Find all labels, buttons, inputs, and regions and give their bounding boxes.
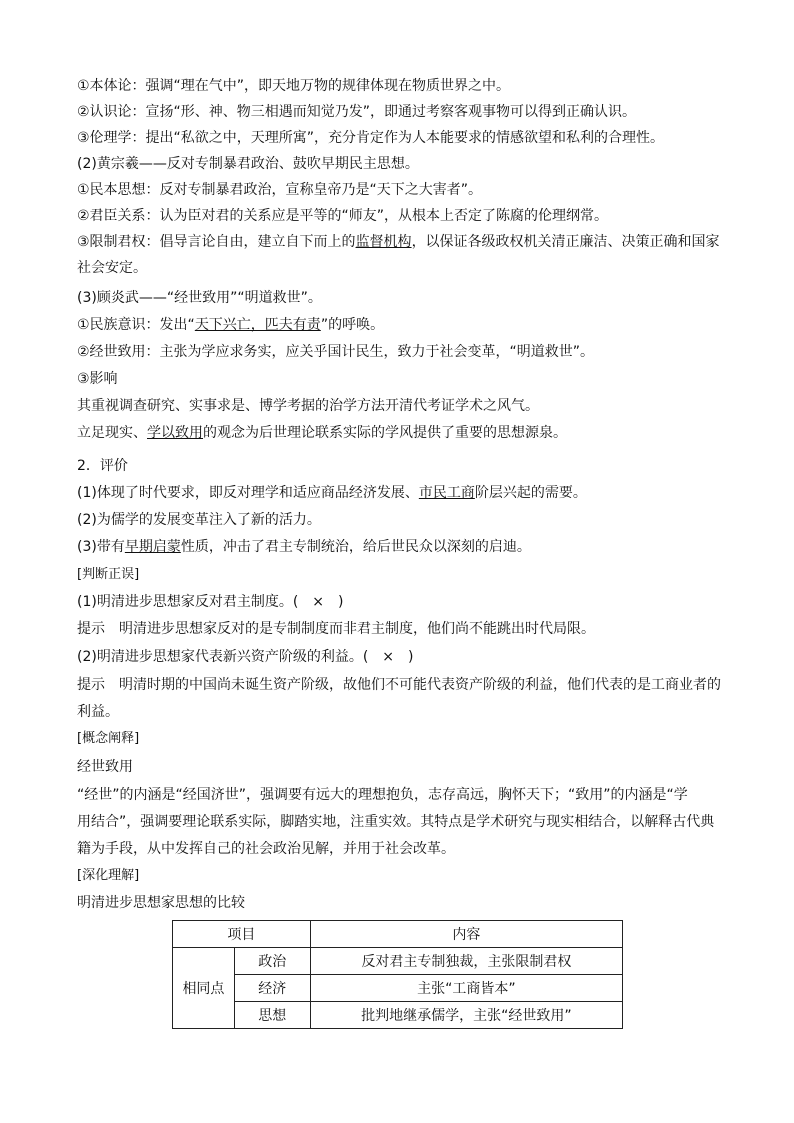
table-cell-aspect: 政治 [234,948,310,975]
table-caption: 明清进步思想家思想的比较 [77,895,245,911]
paragraph-ontology: ①本体论：强调“理在气中”，即天地万物的规律体现在物质世界之中。 [77,78,511,94]
underlined-term: 学以致用 [147,425,203,441]
paragraph-influence-2: 立足现实、学以致用的观念为后世理论联系实际的学风提供了重要的思想源泉。 [77,425,567,441]
concept-paragraph-1: “经世”的内涵是“经国济世”，强调要有远大的理想抱负，志存高远，胸怀天下；“致用”的内涵是“学 [77,787,688,803]
paragraph-eval-3: (3)带有早期启蒙性质，冲击了君主专制统治，给后世民众以深刻的启迪。 [77,539,531,555]
section-deepen: [深化理解] [77,868,140,883]
heading-gu-yanwu: (3)顾炎武——“经世致用”“明道救世”。 [77,290,322,306]
table-cell-content: 批判地继承儒学，主张“经世致用” [310,1002,622,1029]
paragraph-junchen: ②君臣关系：认为臣对君的关系应是平等的“师友”，从根本上否定了陈腐的伦理纲常。 [77,208,609,224]
underlined-term: 市民工商 [418,485,475,501]
paragraph-minben: ①民本思想：反对专制暴君政治，宣称皇帝乃是“天下之大害者”。 [77,182,483,198]
question-2: (2)明清进步思想家代表新兴资产阶级的利益。( × ) [77,649,414,665]
concept-term: 经世致用 [77,759,133,775]
paragraph-eval-2: (2)为儒学的发展变革注入了新的活力。 [77,512,321,528]
paragraph-national-awareness: ①民族意识：发出“天下兴亡，匹夫有责”的呼唤。 [77,317,385,333]
paragraph-jingshi-zhiyong: ②经世致用：主张为学应求务实，应关乎国计民生，致力于社会变革，“明道救世”。 [77,344,595,360]
hint-2-cont: 利益。 [77,704,119,720]
table-cell-content: 反对君主专制独裁，主张限制君权 [310,948,622,975]
heading-evaluation: 2．评价 [77,458,128,474]
paragraph-limit-power: ③限制君权：倡导言论自由，建立自下而上的监督机构，以保证各级政权机关清正廉洁、决策正确和国家 [77,234,720,250]
hint-1: 提示 明清进步思想家反对的是专制制度而非君主制度，他们尚不能跳出时代局限。 [77,621,595,637]
paragraph-eval-1: (1)体现了时代要求，即反对理学和适应商品经济发展、市民工商阶层兴起的需要。 [77,485,587,501]
comparison-table [172,920,623,1029]
paragraph-ethics: ③伦理学：提出“私欲之中，天理所寓”，充分肯定作为人本能要求的情感欲望和私利的合理性。 [77,130,665,146]
underlined-term: 早期启蒙 [124,539,181,555]
table-cell-aspect: 经济 [234,975,310,1002]
paragraph-influence-1: 其重视调查研究、实事求是、博学考据的治学方法开清代考证学术之风气。 [77,398,539,414]
table-row [173,1002,623,1029]
table-cell-content: 主张“工商皆本” [310,975,622,1002]
table-header-row [173,921,623,948]
underlined-term: 天下兴亡，匹夫有责 [194,317,321,333]
hint-2: 提示 明清时期的中国尚未诞生资产阶级，故他们不可能代表资产阶级的利益，他们代表的是工商业者的 [77,677,721,693]
heading-influence: ③影响 [77,371,118,387]
concept-paragraph-2: 用结合”，强调要理论联系实际，脚踏实地，注重实效。其特点是学术研究与现实相结合，以解释古代典 [77,814,715,830]
section-concept: [概念阐释] [77,731,140,746]
section-true-false: [判断正误] [77,567,140,582]
table-header-item: 项目 [173,921,311,948]
table-row [173,975,623,1002]
paragraph-limit-power-cont: 社会安定。 [77,260,147,276]
paragraph-epistemology: ②认识论：宣扬“形、神、物三相遇而知觉乃发”，即通过考察客观事物可以得到正确认识。 [77,104,637,120]
table-row [173,948,623,975]
heading-huang-zongxi: (2)黄宗羲——反对专制暴君政治、鼓吹早期民主思想。 [77,156,419,172]
table-group-label: 相同点 [173,948,235,1029]
underlined-term: 监督机构 [355,234,412,250]
question-1: (1)明清进步思想家反对君主制度。( × ) [77,594,344,610]
table-cell-aspect: 思想 [234,1002,310,1029]
concept-paragraph-3: 籍为手段，从中发挥自己的社会政治见解，并用于社会改革。 [77,841,455,857]
table-header-content: 内容 [310,921,622,948]
